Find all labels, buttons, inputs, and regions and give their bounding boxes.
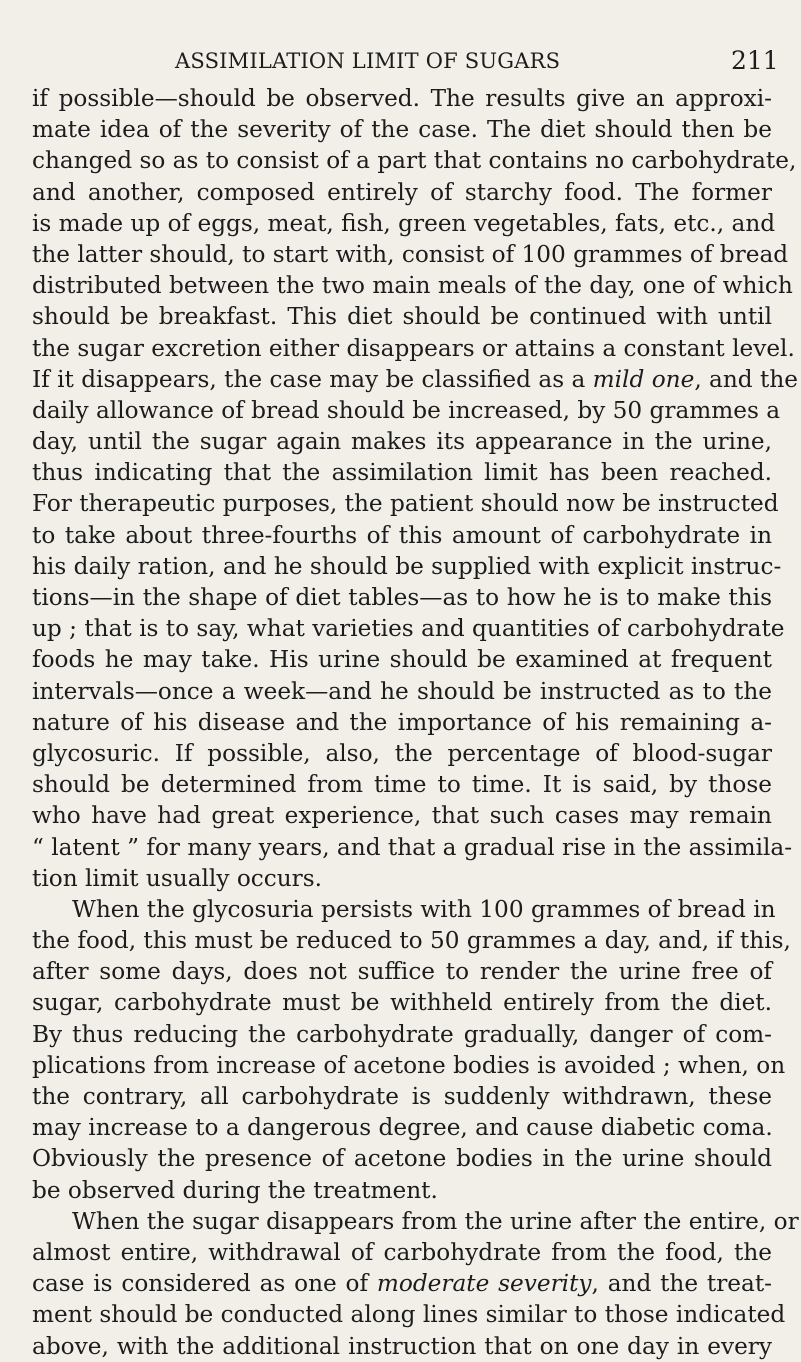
text-segment: is made up of eggs, meat, fish, green vegetables, fats, etc., and [32,209,776,237]
text-segment: if possible—should be observed. The results give an approxi- [32,85,772,112]
body-text [32,83,799,1362]
text-line [32,644,772,675]
text-line [32,1143,772,1174]
text-segment: and another, composed entirely of starchy food. The former [32,178,772,206]
text-line [32,956,772,987]
text-segment: changed so as to consist of a part that contains no carbohydrate, [32,147,797,175]
page-number: 211 [731,46,779,75]
text-line [32,395,781,426]
text-line [32,426,772,457]
text-segment: intervals—once a week—and he should be instructed as to the [32,677,772,705]
text-segment: day, until the sugar again makes its appearance in the urine, [32,428,772,456]
text-segment: who have had great experience, that such cases may remain [32,802,772,830]
text-segment: , and the [694,365,798,393]
text-segment: For therapeutic purposes, the patient should now be instructed [32,490,779,518]
italic-term: mild one [592,365,695,393]
text-segment: should be determined from time to time. It is said, by those [32,771,772,799]
text-line [32,208,776,239]
text-segment: By thus reducing the carbohydrate gradually, danger of com- [32,1020,772,1048]
text-segment: the sugar excretion either disappears or attains a constant level. [32,334,795,362]
text-segment: sugar, carbohydrate must be withheld entirely from the diet. [32,989,772,1017]
text-segment: the latter should, to start with, consist of 100 grammes of bread [32,240,789,268]
text-segment: daily allowance of bread should be increased, by 50 grammes a [32,396,781,424]
text-line [32,1112,772,1143]
text-line [32,707,772,738]
text-line [32,1175,772,1206]
text-segment: foods he may take. His urine should be examined at frequent [32,646,772,674]
text-line [32,769,772,800]
text-line [32,333,795,364]
text-segment: up ; that is to say, what varieties and quantities of carbohydrate [32,615,785,643]
text-line [32,863,772,894]
text-line [32,145,797,176]
text-line [32,488,779,519]
text-segment: plications from increase of acetone bodies is avoided ; when, on [32,1051,786,1079]
text-line [32,676,772,707]
text-segment: may increase to a dangerous degree, and cause diabetic coma. [32,1114,773,1142]
text-line [32,738,772,769]
text-line [32,114,772,145]
text-segment: the contrary, all carbohydrate is suddenly withdrawn, these [32,1083,772,1110]
text-segment: after some days, does not suffice to render the urine free of [32,958,772,986]
text-line [32,270,793,301]
text-line [32,1331,772,1362]
text-line [32,1019,772,1050]
text-segment: glycosuric. If possible, also, the percentage of blood-sugar [32,739,772,767]
text-line [32,925,791,956]
text-segment: above, with the additional instruction that on one day in every [32,1332,772,1360]
text-line [32,613,785,644]
text-line [32,177,772,208]
text-line [32,239,789,270]
text-segment: his daily ration, and he should be supplied with explicit instruc- [32,552,782,580]
text-line [32,894,776,925]
text-segment: , and the treat- [591,1270,772,1298]
text-segment: Obviously the presence of acetone bodies in the urine should [32,1145,772,1173]
text-line [32,83,772,114]
text-segment: be observed during the treatment. [32,1176,438,1204]
text-line [32,364,798,395]
text-line [32,987,772,1018]
italic-term: moderate severity [376,1270,592,1298]
text-line [32,1268,772,1299]
text-line [32,551,782,582]
text-line [32,301,772,332]
running-head [0,44,801,80]
running-head-title: ASSIMILATION LIMIT OF SUGARS [175,49,561,73]
text-segment: tion limit usually occurs. [32,864,323,892]
text-line [32,1081,772,1112]
text-line [32,832,793,863]
text-segment: almost entire, withdrawal of carbohydrate from the food, the [32,1238,772,1266]
text-segment: nature of his disease and the importance of his remaining a- [32,708,772,736]
text-line [32,520,772,551]
text-line [32,800,772,831]
text-segment: If it disappears, the case may be classified as a [32,365,593,393]
text-segment: should be breakfast. This diet should be continued with until [32,303,772,331]
text-line [32,457,772,488]
text-line [32,1206,799,1237]
text-segment: When the glycosuria persists with 100 grammes of bread in [72,895,776,923]
text-segment: thus indicating that the assimilation limit has been reached. [32,459,772,487]
text-segment: tions—in the shape of diet tables—as to how he is to make this [32,584,772,611]
text-segment: “ latent ” for many years, and that a gradual rise in the assimila- [32,833,793,861]
text-segment: the food, this must be reduced to 50 grammes a day, and, if this, [32,927,791,955]
text-line [32,1237,772,1268]
text-line [32,1050,786,1081]
text-segment: case is considered as one of [32,1270,377,1298]
text-line [32,582,772,613]
text-segment: ment should be conducted along lines similar to those indicated [32,1301,786,1329]
text-segment: When the sugar disappears from the urine after the entire, or [72,1207,799,1235]
text-segment: mate idea of the severity of the case. The diet should then be [32,116,772,144]
text-line [32,1299,786,1330]
text-segment: to take about three-fourths of this amount of carbohydrate in [32,521,772,549]
text-segment: distributed between the two main meals of the day, one of which [32,272,793,300]
